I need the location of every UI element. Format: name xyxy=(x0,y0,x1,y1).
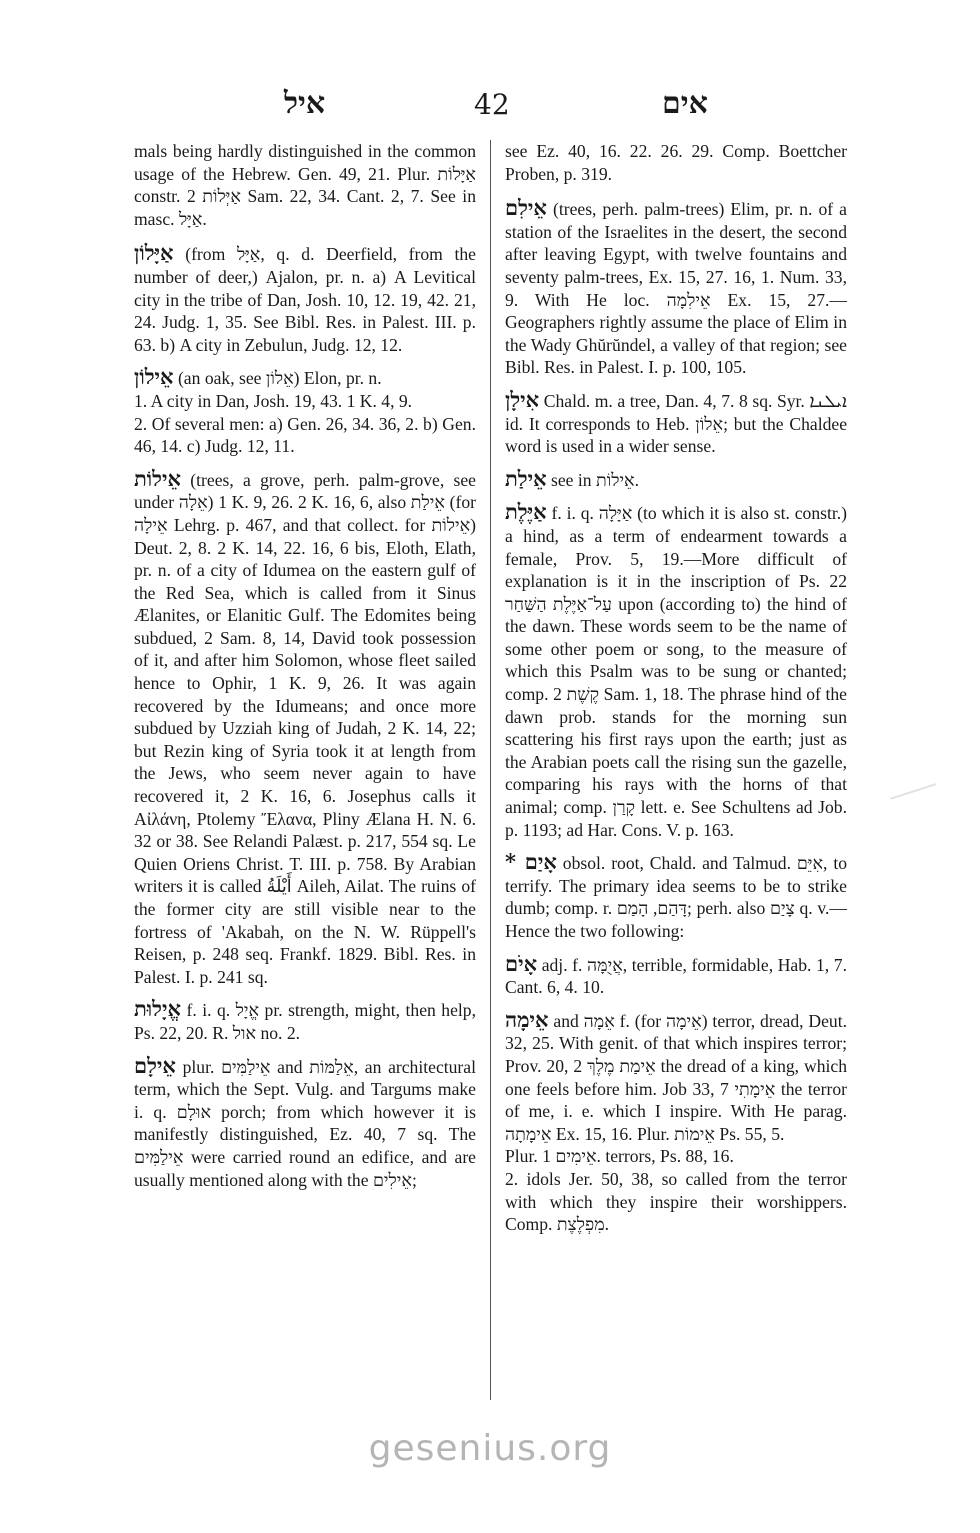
continuation-text: mals being hardly distinguished in the common usage of the Hebrew. Gen. 49, 21. Plur. אַיָּלוֹת constr. אַיְּלוֹת 2 Sam. 22, 34. Cant. 2, 7. See in masc. אַיָּל. xyxy=(134,141,476,229)
header-right-word: אים xyxy=(662,86,708,121)
entry-text: f. i. q. אֱיָל pr. strength, might, then help, Ps. 22, 20. R. אול no. 2. xyxy=(134,1000,477,1043)
entry-sense: 2. Of several men: a) Gen. 26, 34. 36, 2. b) Gen. 46, 14. c) Judg. 12, 11. xyxy=(134,413,476,457)
entry-elon xyxy=(134,366,476,457)
entry-emah xyxy=(505,1006,848,1236)
entry-text: (from אַיָּל, q. d. Deerfield, from the number of deer,) Ajalon, pr. n. a) A Levitical city in the tribe of Dan, Josh. 10, 12. 19, 42. 21, 24. Judg. 1, 35. See Bibl. Res. in Palest. III. p. 63. b) A city in Zebulun, Judg. 12, 12. xyxy=(134,244,476,355)
entry-eyaluth xyxy=(134,998,476,1044)
watermark: gesenius.org xyxy=(368,1428,612,1469)
entry-headword: אֵילוֹן xyxy=(134,364,174,390)
entry-ayyeleth xyxy=(505,501,847,841)
entry-headword: אֵילַת xyxy=(505,465,547,491)
entry-text: and אֵמָה f. (for אֵימָה) terror, dread, Deut. 32, 25. With genit. of that which inspires terror; Prov. 20, 2 אֵימַת מֶלֶךְ the dread of a king, which one feels before him. Job 33, 7 אֵימָתִי the terror of me, i. e. which I inspire. With He parag. אֵימָתָה Ex. 15, 16. Plur. אֵימוֹת Ps. 55, 5. xyxy=(505,1010,848,1144)
entry-ayyalon xyxy=(134,242,476,356)
column-divider xyxy=(490,140,491,1400)
entry-headword: אֵילָם xyxy=(134,1052,176,1078)
entry-text: (an oak, see אֵלוֹן) Elon, pr. n. xyxy=(177,368,382,389)
page-number: 42 xyxy=(474,88,510,121)
entry-text: plur. אֵילַמִּים and אֵלַמּוֹת, an architectural term, which the Sept. Vulg. and Targums make i. q. אוּלָם porch; from which however it is manifestly distinguished, Ez. 40, 7 sq. The אֵילַמִּים were carried round an edifice, and are usually mentioned along with the אֵילִים; xyxy=(134,1056,476,1190)
entry-elam xyxy=(134,1052,476,1192)
entry-elim xyxy=(505,197,847,379)
entry-text: (trees, a grove, perh. palm-grove, see under אֵלָה) 1 K. 9, 26. 2 K. 16, 6, also אֵילַת (for אֵילָה Lehrg. p. 467, and that collect. for אֵילוֹת) Deut. 2, 8. 2 K. 14, 22. 16, 6 bis, Eloth, Elath, pr. n. of a city of Idumea on the eastern gulf of the Red Sea, which is called from it Sinus Ælanites, or Elanitic Gulf. The Edomites being subdued, 2 Sam. 8, 14, David took possession of it, and after him Solomon, whose fleet sailed hence to Ophir, 1 K. 9, 26. It was again recovered by the Idumeans; and once more subdued by Uzziah king of Judah, 2 K. 14, 22; but Rezin king of Syria took it at length from the Jews, who seem never again to have recovered it, 2 K. 16, 6. Josephus calls it Αἰλάνη, Ptolemy Ἔλανα, Pliny Ælana H. N. 6. 32 or 38. See Relandi Palæst. p. 217, 554 sq. Le Quien Oriens Christ. T. III. p. 758. By Arabian writers it is called أَيْلَةُ Aileh, Ailat. The ruins of the former city are still visible near to the fortress of 'Akabah, on the N. W. Rüppell's Reisen, p. 248 seq. Frankf. 1829. Bibl. Res. in Palest. I. p. 241 sq. xyxy=(134,469,476,987)
entry-headword: אֱיָלוּת xyxy=(134,996,181,1022)
entry-text: adj. f. אֲיֻמָּה, terrible, formidable, Hab. 1, 7. Cant. 6, 4. 10. xyxy=(505,954,847,998)
entry-ayam xyxy=(505,851,847,942)
entry-sense: Plur. אֵימִים 1. terrors, Ps. 88, 16. xyxy=(505,1146,734,1167)
entry-headword: אִילָן xyxy=(505,386,540,412)
entry-text: (trees, perh. palm-trees) Elim, pr. n. of a station of the Israelites in the desert, the second after leaving Egypt, with twelve fountains and seventy palm-trees, Ex. 15, 27. 16, 1. Num. 33, 9. With He loc. אֵילִמָה Ex. 15, 27.—Geographers rightly assume the place of Elim in the Wady Ghŭrŭndel, a valley of that region; see Bibl. Res. in Palest. I. p. 100, 105. xyxy=(505,199,847,378)
scan-mark xyxy=(890,783,942,817)
entry-eloth xyxy=(134,465,476,989)
entry-headword: אַיָּלוֹן xyxy=(134,240,174,266)
right-column xyxy=(505,140,847,1246)
entry-headword: אַיֶּלֶת xyxy=(505,499,547,525)
entry-ilan xyxy=(505,386,848,458)
entry-text: see in אֵילוֹת. xyxy=(551,469,640,490)
entry-ayom xyxy=(505,950,847,999)
continuation-text: see Ez. 40, 16. 22. 26. 29. Comp. Boettcher Proben, p. 319. xyxy=(505,141,847,184)
header-left-word: איל xyxy=(284,86,326,121)
entry-text: obsol. root, Chald. and Talmud. אִיֵּם, to terrify. The primary idea seems to be to strike dumb; comp. r. דָּהַם, הָמַם; perh. also צָיַם q. v.—Hence the two following: xyxy=(505,853,848,941)
entry-headword: אֵילִם xyxy=(505,195,547,221)
entry-text: Chald. m. a tree, Dan. 4, 7. 8 sq. Syr. ܐܝܠܢܐ id. It corresponds to Heb. אֵלוֹן; but the Chaldee word is used in a wider sense. xyxy=(505,390,848,457)
entry-headword: אָיֹם xyxy=(505,950,538,976)
entry-sense: 2. idols Jer. 50, 38, so called from the terror with which they inspire their worshippers. Comp. מִפְלֶצֶת. xyxy=(505,1168,847,1235)
entry-headword: * אָיַם xyxy=(505,849,557,875)
entry-text: f. i. q. אַיָּלָה (to which it is also st. constr.) a hind, as a term of endearment towards a female, Prov. 5, 19.—More difficult of explanation is it in the inscription of Ps. 22 עַל־אַיֶּלֶת הַשַּׁחַר upon (according to) the hind of the dawn. These words seem to be the name of some other poem or song, to the measure of which this Psalm was to be sung or chanted; comp. קֶשֶׁת 2 Sam. 1, 18. The phrase hind of the dawn prob. stands for the morning sun scattering his first rays upon the earth; just as the Arabian poets call the rising sun the gazelle, comparing his rays with the horns of that animal; comp. קָרַן lett. e. See Schultens ad Job. p. 1193; ad Har. Cons. V. p. 163. xyxy=(505,503,847,840)
entry-elath xyxy=(505,465,847,492)
running-head xyxy=(134,86,848,126)
left-column xyxy=(134,140,476,1201)
entry-sense: 1. A city in Dan, Josh. 19, 43. 1 K. 4, 9. xyxy=(134,390,413,411)
entry-headword: אֵילוֹת xyxy=(134,465,181,491)
entry-headword: אֵימָה xyxy=(505,1006,549,1032)
